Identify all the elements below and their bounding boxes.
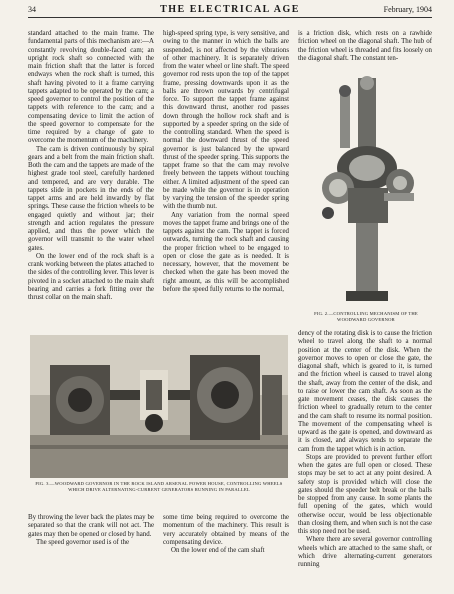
figure-3-caption: FIG. 3.—WOODWARD GOVERNOR IN THE ROCK ISLAND ARSENAL POWER HOUSE, CONTROLLING WHEELS WHICH DRIVE ALTERNATING-CURRENT GENERATORS RUNNING IN PARALLEL [35, 481, 283, 492]
paragraph: By throwing the lever back the plates may be separated so that the crank will not act. The gates may then be opened or closed by hand. [28, 514, 154, 538]
paragraph: dency of the rotating disk is to cause the friction wheel to travel along the shaft to a normal position at the center of the disk. When the governor moves to open or close the gate, the diagonal shaft, which is geared to it, is turned and the friction wheel is caused to travel along the shaft, away from the center of the disk, and to raise or lower the cam shaft. As soon as the gate movement ceases, the disk causes the friction wheel to gradually return to the center and the cam shaft to resume its normal position. The movement of the compensating wheel is upward as the gate is opened, and downward as it is closed, and always tends to separate the cam from the tappet which is in action. [298, 330, 432, 453]
column-2-bottom [163, 514, 289, 590]
figure-2-caption: FIG. 2.—CONTROLLING MECHANISM OF THE WOODWARD GOVERNOR [314, 311, 418, 322]
column-1-bottom [28, 514, 154, 590]
header-rule [28, 17, 432, 18]
paragraph: On the lower end of the rock shaft is a crank working between the plates attached to the sides of the controlling lever. This lever is pivoted in a socket attached to the main shaft bearing and carries a fork fitting over the thrust collar on the main shaft. [28, 252, 154, 301]
paragraph: is a friction disk, which rests on a rawhide friction wheel on the diagonal shaft. The hub of the friction wheel is threaded and fits loosely on the diagonal shaft. The constant ten- [298, 30, 432, 62]
paragraph: Any variation from the normal speed moves the tappet frame and brings one of the tappets against the cam. The tappet is forced outwards, turning the rock shaft and causing the proper friction wheel to be engaged to open or close the gate as is needed. It is necessary, however, that the movement be checked when the gate has been moved the right amount, as this will be accomplished before the speed fully returns to the normal, [163, 211, 289, 293]
paragraph: Where there are several governor controlling wheels which are attached to the same shaft, or which drive alternating-current generators running [298, 536, 432, 568]
paragraph: standard attached to the main frame. The fundamental parts of this mechanism are:—A constantly revolving double-faced cam; an upright rock shaft so connected with the main friction shaft that the latter is forced endways when the rock shaft is turned, this shaft having pivoted to it a frame carrying tappets adapted to be operated by the cam; a speed governor to control the position of the tappets with reference to the cam; and a compensating device to limit the action of the speed governor to compensate for the time required by a change of gate to overcome the momentum of the machinery. [28, 30, 154, 145]
paragraph: On the lower end of the cam shaft [171, 547, 265, 554]
running-header [28, 4, 432, 16]
paragraph: The speed governor used is of the [36, 538, 129, 546]
paragraph: some time being required to overcome the momentum of the machinery. This result is very accurately obtained by means of the compensating device. [163, 514, 289, 546]
issue-date: February, 1904 [383, 5, 432, 14]
paragraph: The cam is driven continuously by spiral gears and a belt from the main friction shaft. Both the cam and the tappets are made of the highest grade tool steel, carefully hardened and tempered, and are very durable. The tappets slide in pockets in the ends of the tappet arms and are held inwardly by flat springs. These cause the friction wheels to be engaged quietly and without jar; their strength and action regulates the pressure applied, and thus the power which the governor will transmit to the water wheel gates. [28, 145, 154, 252]
paragraph: Stops are provided to prevent further effort when the gates are full open or closed. These stops may be set to act at any point desired. A safety stop is provided which will close the gates should the speeder belt break or the balls be stopped from any cause. In some plants the full opening of the gates, which would otherwise occur, would be less objectionable than closing them, and when such is not the case this stop need not be used. [298, 453, 432, 535]
column-2 [163, 30, 289, 337]
governor-mechanism-photo [308, 73, 426, 309]
column-1 [28, 30, 154, 337]
journal-title: THE ELECTRICAL AGE [160, 4, 300, 15]
power-house-photo [30, 335, 288, 478]
page-number: 34 [28, 5, 36, 14]
column-3 [298, 330, 432, 590]
column-3-top [298, 30, 432, 66]
paragraph: high-speed spring type, is very sensitive, and owing to the manner in which the balls are suspended, is not affected by the vibrations of other machinery. It is separately driven from the water wheel or line shaft. The speed governor rod rests upon the top of the tappet frame, pressing downwards upon it as the balls are thrown outwards by centrifugal force. To support the tappet frame against this downward thrust, another rod passes down through the hollow rock shaft and is supported by a speeder spring on the side of the controlling standard. When the speed is normal the downward thrust of the speed governor is just balanced by the upward thrust of the speeder spring. This supports the tappet frame so that the cam may revolve freely between the tappets without touching either. A limited adjustment of the speed can be made while the governor is in operation by varying the tension of the speeder spring with the thumb nut. [163, 30, 289, 211]
